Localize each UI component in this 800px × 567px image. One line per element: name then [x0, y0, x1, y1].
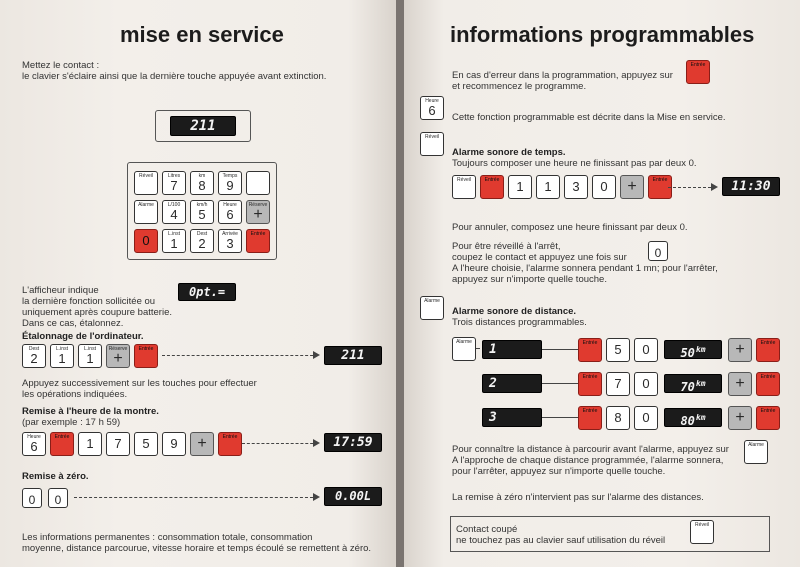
err-line-1: En cas d'erreur dans la programmation, appuyez sur [452, 70, 673, 81]
keypad-key-l-inst[interactable]: L.inst 1 [162, 229, 186, 253]
dist-row-1-plus-key[interactable]: + [728, 338, 752, 362]
opt-display: 0pt.= [178, 283, 236, 301]
keypad-key-temps[interactable]: Temps 9 [218, 171, 242, 195]
keypad-key-entree[interactable]: Entrée [246, 229, 270, 253]
keypad-key-dest[interactable]: Dest 2 [190, 229, 214, 253]
time-key-3[interactable]: 3 [564, 175, 588, 199]
time-key-entree[interactable]: Entrée [480, 175, 504, 199]
keypad-key-l-100[interactable]: L/100 4 [162, 200, 186, 224]
keypad-key-arrivee[interactable]: Arrivée 3 [218, 229, 242, 253]
remise-key-1[interactable]: 1 [78, 432, 102, 456]
etal-text-2: les opérations indiquées. [22, 389, 128, 400]
etal-key-dest[interactable]: Dest 2 [22, 344, 46, 368]
contact-box-line-1: Contact coupé [456, 524, 518, 535]
etal-arrow [162, 355, 318, 356]
keypad-key-km[interactable]: km 8 [190, 171, 214, 195]
keypad-key-reveil[interactable]: Réveil [134, 171, 158, 195]
keypad-key-0[interactable]: 0 [134, 229, 158, 253]
keypad-key-litres[interactable]: Litres 7 [162, 171, 186, 195]
etal-key-l-inst[interactable]: L.inst 1 [50, 344, 74, 368]
zero-key-2[interactable]: 0 [48, 488, 68, 508]
afficheur-line-2: la dernière fonction sollicitée ou [22, 296, 156, 307]
reveille-line-4: appuyez sur n'importe quelle touche. [452, 274, 607, 285]
time-key-blank[interactable]: + [620, 175, 644, 199]
dist-info-2: A l'approche de chaque distance programmée, l'alarme sonnera, [452, 455, 724, 466]
dist-row-3-entree-key-2[interactable]: Entrée [756, 406, 780, 430]
err-line-2: et recommencez le programme. [452, 81, 587, 92]
zero-display: 0.00L [324, 487, 382, 506]
heure-key[interactable]: Heure 6 [420, 96, 444, 120]
dist-row-3-plus-key[interactable]: + [728, 406, 752, 430]
entree-key-error[interactable]: Entrée [686, 60, 710, 84]
afficheur-line-1: L'afficheur indique [22, 285, 99, 296]
alarme-key-seq[interactable]: Alarme [452, 337, 476, 361]
dist-info-1: Pour connaître la distance à parcourir avant l'alarme, appuyez sur [452, 444, 729, 455]
zero-arrow [74, 497, 318, 498]
reveil-key[interactable]: Réveil [420, 132, 444, 156]
afficheur-line-4: Dans ce cas, étalonnez. [22, 318, 124, 329]
remise-key-7[interactable]: 7 [106, 432, 130, 456]
keypad-key-km-h[interactable]: km/h 5 [190, 200, 214, 224]
dist-row-1-value: 50 [680, 346, 695, 360]
remise-title: Remise à l'heure de la montre. [22, 406, 159, 417]
dist-row-3-value: 80 [680, 414, 695, 428]
etal-display: 211 [324, 346, 382, 365]
right-title: informations programmables [450, 22, 755, 47]
time-key-1[interactable]: 1 [508, 175, 532, 199]
dist-row-2-unit: km [695, 379, 706, 388]
dist-row-3-value-display [664, 408, 722, 427]
alarm-time-text: Toujours composer une heure ne finissant pas par deux 0. [452, 158, 697, 169]
zero-key-reveil[interactable]: 0 [648, 241, 668, 261]
intro-line-1: Mettez le contact : [22, 60, 100, 71]
dist-row-2-connector [542, 383, 578, 384]
keypad-key-alarme[interactable]: Alarme [134, 200, 158, 224]
intro-line-2: le clavier s'éclaire ainsi que la dernière touche appuyée avant extinction. [22, 71, 327, 82]
contact-box-line-2: ne touchez pas au clavier sauf utilisation du réveil [456, 535, 666, 546]
annuler-text: Pour annuler, composez une heure finissant par deux 0. [452, 222, 688, 233]
dist-title: Alarme sonore de distance. [452, 306, 577, 317]
time-key-0[interactable]: 0 [592, 175, 616, 199]
keypad-key-blank[interactable] [246, 171, 270, 195]
dist-row-2-entree-key-2[interactable]: Entrée [756, 372, 780, 396]
left-title: mise en service [120, 22, 284, 47]
dist-row-3-connector [542, 417, 578, 418]
time-key-reveil[interactable]: Réveil [452, 175, 476, 199]
etal-key-l-inst[interactable]: L.inst 1 [78, 344, 102, 368]
dist-row-1-digit-key[interactable]: 5 [606, 338, 630, 362]
dist-row-3-entree-key[interactable]: Entrée [578, 406, 602, 430]
time-arrow [668, 187, 716, 188]
dist-row-1-connector [542, 349, 578, 350]
dist-row-1-entree-key-2[interactable]: Entrée [756, 338, 780, 362]
alarme-key-info[interactable]: Alarme [744, 440, 768, 464]
dist-row-2-plus-key[interactable]: + [728, 372, 752, 396]
etal-key-entree[interactable]: Entrée [134, 344, 158, 368]
desc-text: Cette fonction programmable est décrite dans la Mise en service. [452, 112, 726, 123]
dist-row-2-digit-key[interactable]: 7 [606, 372, 630, 396]
dist-text: Trois distances programmables. [452, 317, 587, 328]
afficheur-line-3: uniquement après coupure batterie. [22, 307, 172, 318]
remise-zero-note: La remise à zéro n'intervient pas sur l'alarme des distances. [452, 492, 704, 503]
remise-example: (par exemple : 17 h 59) [22, 417, 121, 428]
alarme-key[interactable]: Alarme [420, 296, 444, 320]
dist-row-2-value: 70 [680, 380, 695, 394]
time-key-entree[interactable]: Entrée [648, 175, 672, 199]
reveille-line-3: A l'heure choisie, l'alarme sonnera pendant 1 mn; pour l'arrêter, [452, 263, 718, 274]
dist-row-1-unit: km [695, 345, 706, 354]
left-page [0, 0, 396, 567]
remise-key-heure[interactable]: Heure 6 [22, 432, 46, 456]
dist-row-3-digit-key[interactable]: 8 [606, 406, 630, 430]
dist-row-1-entree-key[interactable]: Entrée [578, 338, 602, 362]
footer-line-1: Les informations permanentes : consommation totale, consommation [22, 532, 313, 543]
alarm-time-title: Alarme sonore de temps. [452, 147, 566, 158]
etal-text-1: Appuyez successivement sur les touches pour effectuer [22, 378, 257, 389]
remise-key-entree[interactable]: Entrée [50, 432, 74, 456]
dist-row-3-index-display: 3 [482, 408, 542, 427]
zero-title: Remise à zéro. [22, 471, 89, 482]
dist-row-1-zero-key[interactable]: 0 [634, 338, 658, 362]
keypad-key-heure[interactable]: Heure 6 [218, 200, 242, 224]
reveille-line-2: coupez le contact et appuyez une fois sur [452, 252, 627, 263]
dist-row-2-entree-key[interactable]: Entrée [578, 372, 602, 396]
footer-line-2: moyenne, distance parcourue, vitesse horaire et temps écoulé se remettent à zéro. [22, 543, 372, 554]
reveille-line-1: Pour être réveillé à l'arrêt, [452, 241, 561, 252]
dist-row-3-zero-key[interactable]: 0 [634, 406, 658, 430]
alarme-connector [476, 348, 480, 349]
remise-key-5[interactable]: 5 [134, 432, 158, 456]
etal-key-reserve[interactable]: Réserve + [106, 344, 130, 368]
right-page [404, 0, 800, 567]
remise-arrow [242, 443, 318, 444]
main-display: 211 [170, 116, 236, 136]
remise-key-entree[interactable]: Entrée [218, 432, 242, 456]
dist-row-1-value-display [664, 340, 722, 359]
remise-key-9[interactable]: 9 [162, 432, 186, 456]
time-display: 11:30 [722, 177, 780, 196]
remise-key-blank[interactable]: + [190, 432, 214, 456]
dist-row-2-index-display: 2 [482, 374, 542, 393]
remise-display: 17:59 [324, 433, 382, 452]
dist-row-3-unit: km [695, 413, 706, 422]
dist-row-2-zero-key[interactable]: 0 [634, 372, 658, 396]
dist-info-3: pour l'arrêter, appuyez sur n'importe quelle touche. [452, 466, 666, 477]
dist-row-2-value-display [664, 374, 722, 393]
etal-title: Étalonnage de l'ordinateur. [22, 331, 144, 342]
dist-row-1-index-display: 1 [482, 340, 542, 359]
keypad-key-reserve[interactable]: Réserve + [246, 200, 270, 224]
reveil-key-box[interactable]: Réveil [690, 520, 714, 544]
time-key-1[interactable]: 1 [536, 175, 560, 199]
zero-key-1[interactable]: 0 [22, 488, 42, 508]
